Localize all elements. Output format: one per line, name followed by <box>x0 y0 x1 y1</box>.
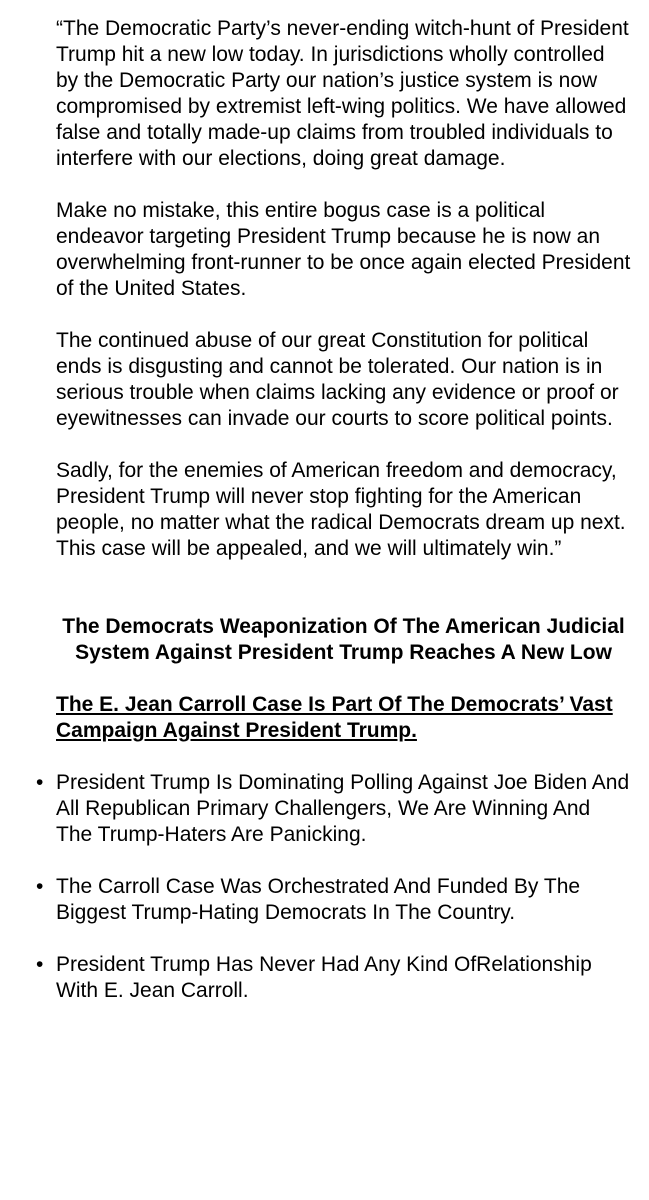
quote-paragraph: Make no mistake, this entire bogus case is a political endeavor targeting President Trump because he is now an overwhelming front-runner to be once again elected President of the United States. <box>56 199 631 300</box>
bullet-icon: • <box>36 875 44 898</box>
bullet-icon: • <box>36 953 44 976</box>
section-subheading: The E. Jean Carroll Case Is Part Of The Democrats’ Vast Campaign Against President Trump. <box>56 693 613 742</box>
quote-paragraph: Sadly, for the enemies of American freedom and democracy, President Trump will never stop fighting for the American people, no matter what the radical Democrats dream up next. This case will be appealed, and we will ultimately win.” <box>56 459 626 560</box>
list-item <box>36 770 631 848</box>
bullet-icon: • <box>36 771 44 794</box>
bullet-list <box>36 770 631 1004</box>
list-item-text: President Trump Is Dominating Polling Against Joe Biden And All Republican Primary Challengers, We Are Winning And The Trump-Haters Are Panicking. <box>56 771 630 846</box>
document <box>36 16 631 1030</box>
list-item <box>36 874 631 926</box>
section-heading: The Democrats Weaponization Of The American Judicial System Against President Trump Reaches A New Low <box>62 615 625 664</box>
quote-paragraph: “The Democratic Party’s never-ending witch-hunt of President Trump hit a new low today. In jurisdictions wholly controlled by the Democratic Party our nation’s justice system is now compromised by extremist left-wing politics. We have allowed false and totally made-up claims from troubled individuals to interfere with our elections, doing great damage. <box>56 17 629 170</box>
list-item <box>36 952 631 1004</box>
quote-paragraph: The continued abuse of our great Constitution for political ends is disgusting and cannot be tolerated. Our nation is in serious trouble when claims lacking any evidence or proof or eyewitnesses can invade our courts to score political points. <box>56 329 619 430</box>
list-item-text: President Trump Has Never Had Any Kind OfRelationship With E. Jean Carroll. <box>56 953 592 1002</box>
statement-quote <box>56 16 631 562</box>
list-item-text: The Carroll Case Was Orchestrated And Funded By The Biggest Trump-Hating Democrats In The Country. <box>56 875 581 924</box>
